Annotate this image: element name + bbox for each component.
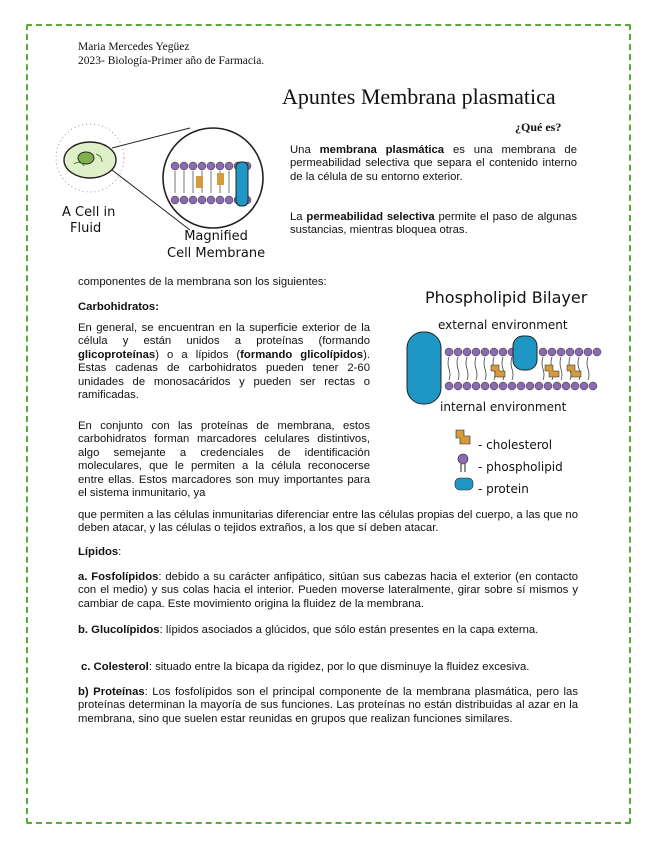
intro-definition: Una membrana plasmática es una membrana de permeabilidad selectiva que separa el contenido interno de la célula de su entorno exterior. <box>290 144 577 183</box>
protein-icon <box>455 478 473 490</box>
carbohidratos-heading: Carbohidratos: <box>78 301 159 313</box>
magnified-membrane-drawing <box>163 128 263 228</box>
glucolipidos-item: b. Glucolípidos: lípidos asociados a glúcidos, que sólo están presentes en la capa externa. <box>78 624 539 636</box>
legend-protein: - protein <box>478 482 529 496</box>
page-title: Apuntes Membrana plasmatica <box>282 84 556 109</box>
bilayer-title: Phospholipid Bilayer <box>425 288 588 307</box>
cell-drawing <box>56 124 124 192</box>
legend <box>478 434 563 500</box>
proteinas-item: b) Proteínas: Los fosfolípidos son el principal componente de la membrana plasmática, pero las proteínas determinan la mayoría de sus funciones. Las proteínas no están distribuidas al azar en la membrana, sino que suelen estar reunidas en grupos que realizan funciones similares. <box>78 686 578 725</box>
legend-icons <box>452 428 476 494</box>
carbohidratos-p2: En conjunto con las proteínas de membrana, estos carbohidratos forman marcadores celulares distintivos, algo semejante a credenciales de identificación moleculares, que le permiten a la célula reconocerse entre ellas. Estos marcadores son muy importantes para el sistema inmunitario, ya <box>78 420 370 500</box>
cholesterol-icon <box>456 430 470 444</box>
colesterol-item: c. Colesterol: situado entre la bicapa da rigidez, por lo que disminuye la fluidez excesiva. <box>81 661 530 673</box>
bilayer-illustration <box>405 330 605 405</box>
carbohidratos-p2-continued: que permiten a las células inmunitarias diferenciar entre las células propias del cuerpo, a las que no deben atacar, y las células o tejidos extraños, a los que sí deben atacar. <box>78 509 578 535</box>
legend-phospholipid: - phospholipid <box>478 460 563 474</box>
fosfolipidos-item: a. Fosfolípidos: debido a su carácter anfipático, sitúan sus cabezas hacia el exterior (en contacto con el medio) y sus colas hacia el interior. Pueden moverse lateralmente, girar sobre sí mismos y cambiar de capa. Este movimiento origina la fluidez de la membrana. <box>78 571 579 610</box>
lipidos-heading: Lípidos: <box>78 546 122 558</box>
cell-label <box>62 205 115 237</box>
cell-label-line2: Fluid <box>70 221 102 236</box>
course-line: 2023- Biología-Primer año de Farmacia. <box>78 55 265 67</box>
legend-cholesterol: - cholesterol <box>478 438 553 452</box>
membrane-label <box>167 228 265 262</box>
intro-permeability: La permeabilidad selectiva permite el paso de algunas sustancias, mientras bloquea otras. <box>290 211 577 237</box>
internal-label: internal environment <box>440 400 567 414</box>
membrane-label-line2: Cell Membrane <box>167 246 266 261</box>
section-subtitle: ¿Qué es? <box>515 120 562 134</box>
membrane-label-line1: Magnified <box>184 229 248 244</box>
phospholipid-icon <box>458 454 468 472</box>
header <box>78 40 264 68</box>
components-intro: componentes de la membrana son los siguientes: <box>78 276 327 288</box>
author-name: Maria Mercedes Yegüez <box>78 41 190 53</box>
carbohidratos-p1: En general, se encuentran en la superficie exterior de la célula y están unidos a proteínas (formando glicoproteínas) o a lípidos (formando glicolípidos). Estas cadenas de carbohidratos pueden tener 2-60 unidades de monosacáridos y pueden ser rectas o ramificadas. <box>78 322 370 402</box>
cell-label-line1: A Cell in <box>62 205 116 220</box>
external-label: external environment <box>438 318 568 332</box>
